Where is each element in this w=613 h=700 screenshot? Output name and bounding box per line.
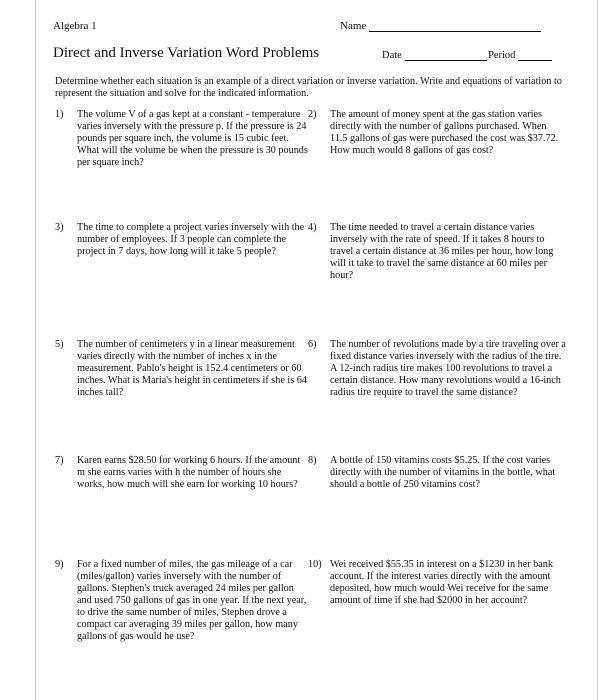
problem-text: The volume V of a gas kept at a constant - temperature varies inversely with the pressure p. If the pressure is 24 pounds per square inch, the volume is 15 cubic feet. What will the volume be when the pressure is 30 pounds per square inch? <box>77 109 308 168</box>
problem-10 <box>308 559 562 607</box>
problem-text: A bottle of 150 vitamins costs $5.25. If the cost varies directly with the number of vitamins in the bottle, what should a bottle of 250 vitamins cost? <box>330 455 556 490</box>
problem-8 <box>308 455 562 491</box>
name-label: Name <box>340 20 367 32</box>
course-label: Algebra 1 <box>53 20 97 32</box>
worksheet-title: Direct and Inverse Variation Word Problems <box>53 45 320 61</box>
problem-5 <box>55 339 309 399</box>
problem-number: 5) <box>55 339 64 350</box>
date-label: Date <box>382 50 402 61</box>
problem-text: The amount of money spent at the gas station varies directly with the number of gallons purchased. When 11.5 gallons of gas were purchased the cost was $37.72. How much would 8 gallons of gas cost? <box>330 109 559 156</box>
problem-number: 2) <box>308 109 317 120</box>
problem-number: 3) <box>55 222 64 233</box>
problem-text: The time to complete a project varies inversely with the number of employees. If 3 people can complete the project in 7 days, how long will it take 5 people? <box>77 222 305 257</box>
problem-text: For a fixed number of miles, the gas mileage of a car (miles/gallon) varies inversely with the number of gallons. Stephen's truck averaged 24 miles per gallon and used 750 gallons of gas in one year. If the next year, to drive the same number of miles, Stephen drove a compact car averaging 39 miles per gallon, how many gallons of gas would he use? <box>77 559 307 642</box>
problem-text: The number of centimeters y in a linear measurement varies directly with the number of inches x in the measurement. Pablo's height is 152.4 centimeters or 60 inches. What is Maria's height in centimeters if she is 64 inches tall? <box>77 339 307 398</box>
problem-text: Karen earns $28.50 for working 6 hours. If the amount m she earns varies with h the number of hours she works, how much will she earn for working 10 hours? <box>77 455 301 490</box>
period-field <box>488 50 552 61</box>
instructions: Determine whether each situation is an example of a direct variation or inverse variation. Write and equations of variation to represent the situation and solve for the indicated information. <box>55 76 562 99</box>
problem-text: The number of revolutions made by a tire traveling over a fixed distance varies inversely with the radius of the tire. A 12-inch radius tire makes 100 revolutions to travel a certain distance. How many revolutions would a 16-inch radius tire require to travel the same distance? <box>330 339 566 398</box>
period-label: Period <box>488 50 516 61</box>
problem-text: The time needed to travel a certain distance varies inversely with the rate of speed. If it takes 8 hours to travel a certain distance at 36 miles per hour, how long will it take to travel the same distance at 60 miles per hour? <box>330 222 554 281</box>
problem-7 <box>55 455 309 491</box>
problem-9 <box>55 559 309 643</box>
problem-number: 7) <box>55 455 64 466</box>
name-field <box>340 20 541 32</box>
problem-number: 9) <box>55 559 64 570</box>
period-blank <box>518 50 552 61</box>
problem-text: Wei received $55.35 in interest on a $1230 in her bank account. If the interest varies directly with the amount deposited, how much would Wei receive for the same amount of time if she had $2000 in her account? <box>330 559 553 606</box>
problem-number: 6) <box>308 339 317 350</box>
page-border-left <box>35 0 36 700</box>
problem-6 <box>308 339 570 399</box>
problem-number: 1) <box>55 109 64 120</box>
page-border-right <box>597 0 598 700</box>
problem-number: 8) <box>308 455 317 466</box>
date-blank <box>405 50 487 61</box>
problem-1 <box>55 109 309 169</box>
date-field <box>382 50 487 61</box>
problem-number: 10) <box>308 559 322 570</box>
problem-4 <box>308 222 562 282</box>
problem-number: 4) <box>308 222 317 233</box>
problem-2 <box>308 109 562 157</box>
name-blank <box>369 21 541 32</box>
problem-3 <box>55 222 309 258</box>
